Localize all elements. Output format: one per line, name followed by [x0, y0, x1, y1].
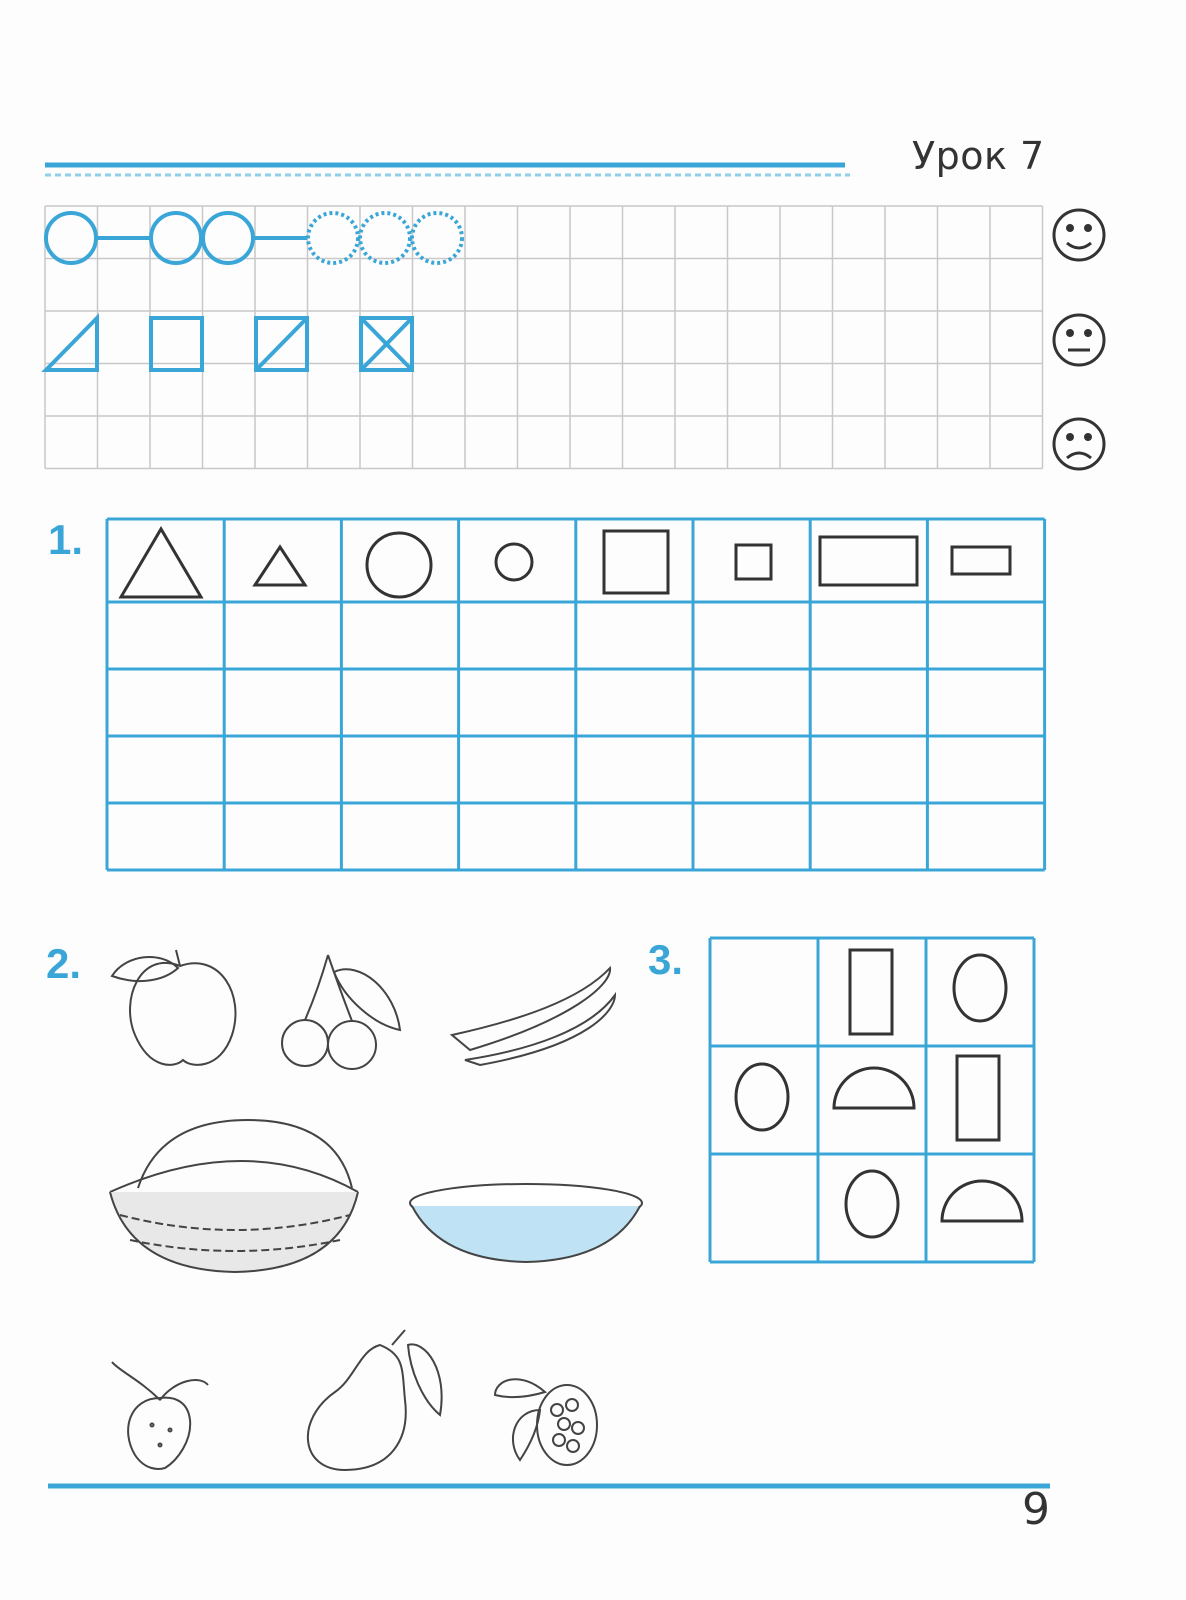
task1-number: 1.: [48, 516, 84, 563]
pattern-circle: [203, 213, 253, 263]
sad-face-icon: [1054, 419, 1104, 469]
neutral-face-icon: [1054, 315, 1104, 365]
task1-table: [107, 519, 1045, 870]
pear-picture: [308, 1330, 442, 1470]
lesson-title: Урок 7: [912, 134, 1045, 178]
pattern-circle: [46, 213, 96, 263]
semicircle-shape: [942, 1181, 1022, 1221]
task1-shapes: [121, 529, 1010, 597]
pattern-dotted-circle: [412, 213, 462, 263]
task3-shapes: [736, 950, 1022, 1237]
oval-shape: [846, 1171, 898, 1237]
pattern-dotted-circle: [308, 213, 358, 263]
rectangle-shape: [850, 950, 892, 1034]
pattern-dotted-circle: [360, 213, 410, 263]
big-square-shape: [604, 531, 668, 593]
strawberry-picture: [112, 1362, 208, 1469]
basket-picture: [110, 1120, 358, 1272]
task2-number: 2.: [46, 940, 82, 987]
oval-shape: [954, 955, 1006, 1021]
small-square-shape: [736, 545, 771, 579]
big-triangle-shape: [121, 529, 201, 597]
warmup-row2-pattern: [46, 318, 412, 370]
small-circle-shape: [496, 544, 532, 580]
task3-grid: [710, 938, 1034, 1262]
smile-face-icon: [1054, 210, 1104, 260]
apple-picture: [112, 950, 235, 1065]
mood-faces: [1054, 210, 1104, 469]
page-number: 9: [1022, 1484, 1050, 1535]
plate-picture: [410, 1184, 642, 1262]
rectangle-shape: [957, 1056, 999, 1140]
big-circle-shape: [367, 533, 431, 597]
pattern-circle: [151, 213, 201, 263]
bananas-picture: [452, 968, 615, 1065]
task2-pictures: [110, 950, 642, 1470]
small-rectangle-shape: [952, 547, 1010, 574]
semicircle-shape: [834, 1068, 914, 1108]
warmup-grid: [45, 206, 1043, 469]
big-rectangle-shape: [820, 537, 917, 585]
oval-shape: [736, 1064, 788, 1130]
warmup-row1-pattern: [46, 213, 462, 263]
raspberry-picture: [495, 1379, 597, 1465]
cherries-picture: [282, 955, 400, 1069]
pattern-half-triangle: [46, 318, 97, 370]
pattern-square: [151, 318, 202, 370]
small-triangle-shape: [255, 547, 305, 585]
header-rule: [45, 165, 850, 175]
task3-number: 3.: [648, 936, 684, 983]
